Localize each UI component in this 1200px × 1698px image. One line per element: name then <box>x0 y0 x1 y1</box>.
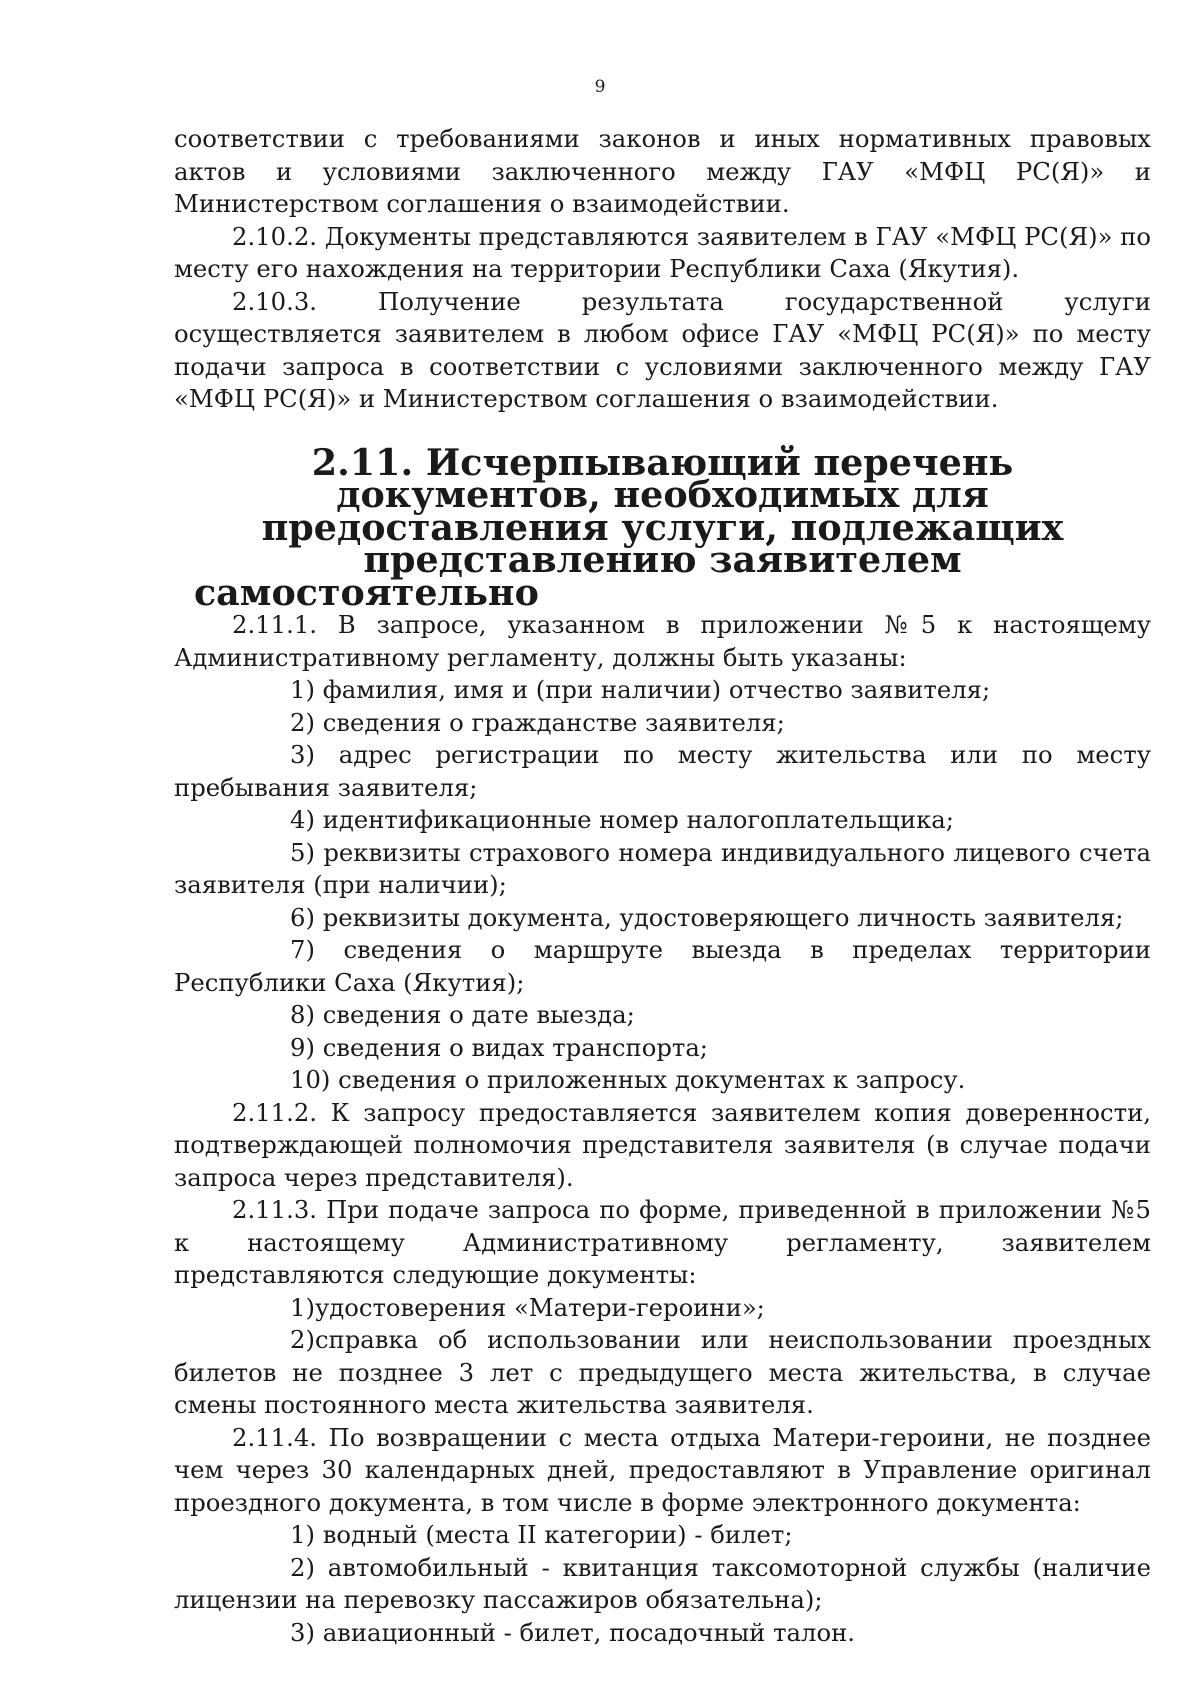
list-item-text: сведения о дате выезда; <box>322 1000 635 1029</box>
list-item-text: сведения о гражданстве заявителя; <box>322 707 785 737</box>
list-item <box>174 999 1151 1032</box>
list-item-text: автомобильный - квитанция таксомоторной службы (наличие лицензии на перевозку пассажиров обязательна); <box>174 1552 1151 1614</box>
list-item-text: справка об использовании или неиспользовании проездных билетов не позднее 3 лет с предыдущего места жительства, в случае смены постоянного места жительства заявителя. <box>174 1325 1151 1419</box>
list-item <box>174 1617 1151 1650</box>
list-item-number: 6) <box>290 902 315 932</box>
paragraph-2-11-3: 2.11.3. При подаче запроса по форме, приведенной в приложении №5 к настоящему Административному регламенту, заявителем представляются следующие документы: <box>174 1195 1151 1289</box>
paragraph-continuation: соответствии с требованиями законов и иных нормативных правовых актов и условиями заключенного между ГАУ «МФЦ РС(Я)» и Министерством соглашения о взаимодействии. <box>174 124 1151 218</box>
page-number: 9 <box>594 77 606 97</box>
list-item-text: идентификационные номер налогоплательщика; <box>322 805 954 834</box>
list-item <box>174 1064 1151 1097</box>
list-item-text: авиационный - билет, посадочный талон. <box>322 1617 856 1647</box>
list-item-number: 1) <box>290 675 315 704</box>
list-item-number: 1) <box>290 1292 315 1322</box>
list-item-text: реквизиты страхового номера индивидуального лицевого счета заявителя (при наличии); <box>174 837 1151 899</box>
list-item-text: адрес регистрации по месту жительства или по месту пребывания заявителя; <box>174 740 1151 802</box>
list-item-number: 2) <box>290 1552 315 1582</box>
list-item <box>174 902 1151 935</box>
list-item <box>174 837 1151 902</box>
paragraph-2-10-3: 2.10.3. Получение результата государственной услуги осуществляется заявителем в любом офисе ГАУ «МФЦ РС(Я)» по месту подачи запроса в соответствии с условиями заключенного между ГАУ «МФЦ РС(Я)» и Министерством соглашения о взаимодействии. <box>174 286 1151 413</box>
list-item <box>174 739 1151 804</box>
paragraph-2-11-1: 2.11.1. В запросе, указанном в приложении №5 к настоящему Административному регламенту, должны быть указаны: <box>174 610 1151 672</box>
paragraph-2-10-2: 2.10.2. Документы представляются заявителем в ГАУ «МФЦ РС(Я)» по месту его нахождения на территории Республики Саха (Якутия). <box>174 221 1151 283</box>
list-item-text: сведения о приложенных документах к запросу. <box>338 1065 966 1094</box>
list-item-text: фамилия, имя и (при наличии) отчество заявителя; <box>322 675 991 704</box>
list-item <box>174 934 1151 999</box>
list-item-number: 9) <box>290 1032 315 1062</box>
list-item <box>174 1519 1151 1552</box>
list-item <box>174 804 1151 837</box>
list-item <box>174 674 1151 707</box>
list-item-text: сведения о маршруте выезда в пределах территории Республики Саха (Якутия); <box>174 935 1151 997</box>
paragraph-2-11-4: 2.11.4. По возвращении с места отдыха Матери-героини, не позднее чем через 30 календарных дней, предоставляют в Управление оригинал проездного документа, в том числе в форме электронного документа: <box>174 1422 1151 1517</box>
list-item-number: 5) <box>290 837 315 867</box>
section-heading-2-11: 2.11. Исчерпывающий перечень документов, необходимых для предоставления услуги, подлежащих представлению заявителем самостоятельно <box>194 440 1064 614</box>
list-item-number: 3) <box>290 740 315 769</box>
list-item <box>174 1324 1151 1422</box>
list-item-text: сведения о видах транспорта; <box>322 1032 708 1062</box>
list-item-text: водный (места II категории) - билет; <box>322 1520 793 1549</box>
list-item <box>174 1552 1151 1617</box>
list-item-text: реквизиты документа, удостоверяющего личность заявителя; <box>322 902 1124 932</box>
list-item-number: 2) <box>290 1325 315 1354</box>
list-item-number: 2) <box>290 707 315 737</box>
list-item <box>174 1292 1151 1325</box>
list-item-number: 7) <box>290 935 315 964</box>
list-item-number: 8) <box>290 1000 315 1029</box>
list-item <box>174 1032 1151 1065</box>
paragraph-2-11-2: 2.11.2. К запросу предоставляется заявителем копия доверенности, подтверждающей полномочия представителя заявителя (в случае подачи запроса через представителя). <box>174 1097 1151 1192</box>
list-item-number: 3) <box>290 1617 315 1647</box>
list-item-number: 10) <box>290 1065 331 1094</box>
list-item-number: 4) <box>290 805 315 834</box>
document-body <box>174 123 1151 1649</box>
list-item <box>174 707 1151 740</box>
list-item-text: удостоверения «Матери-героини»; <box>314 1292 765 1322</box>
list-item-number: 1) <box>290 1520 315 1549</box>
